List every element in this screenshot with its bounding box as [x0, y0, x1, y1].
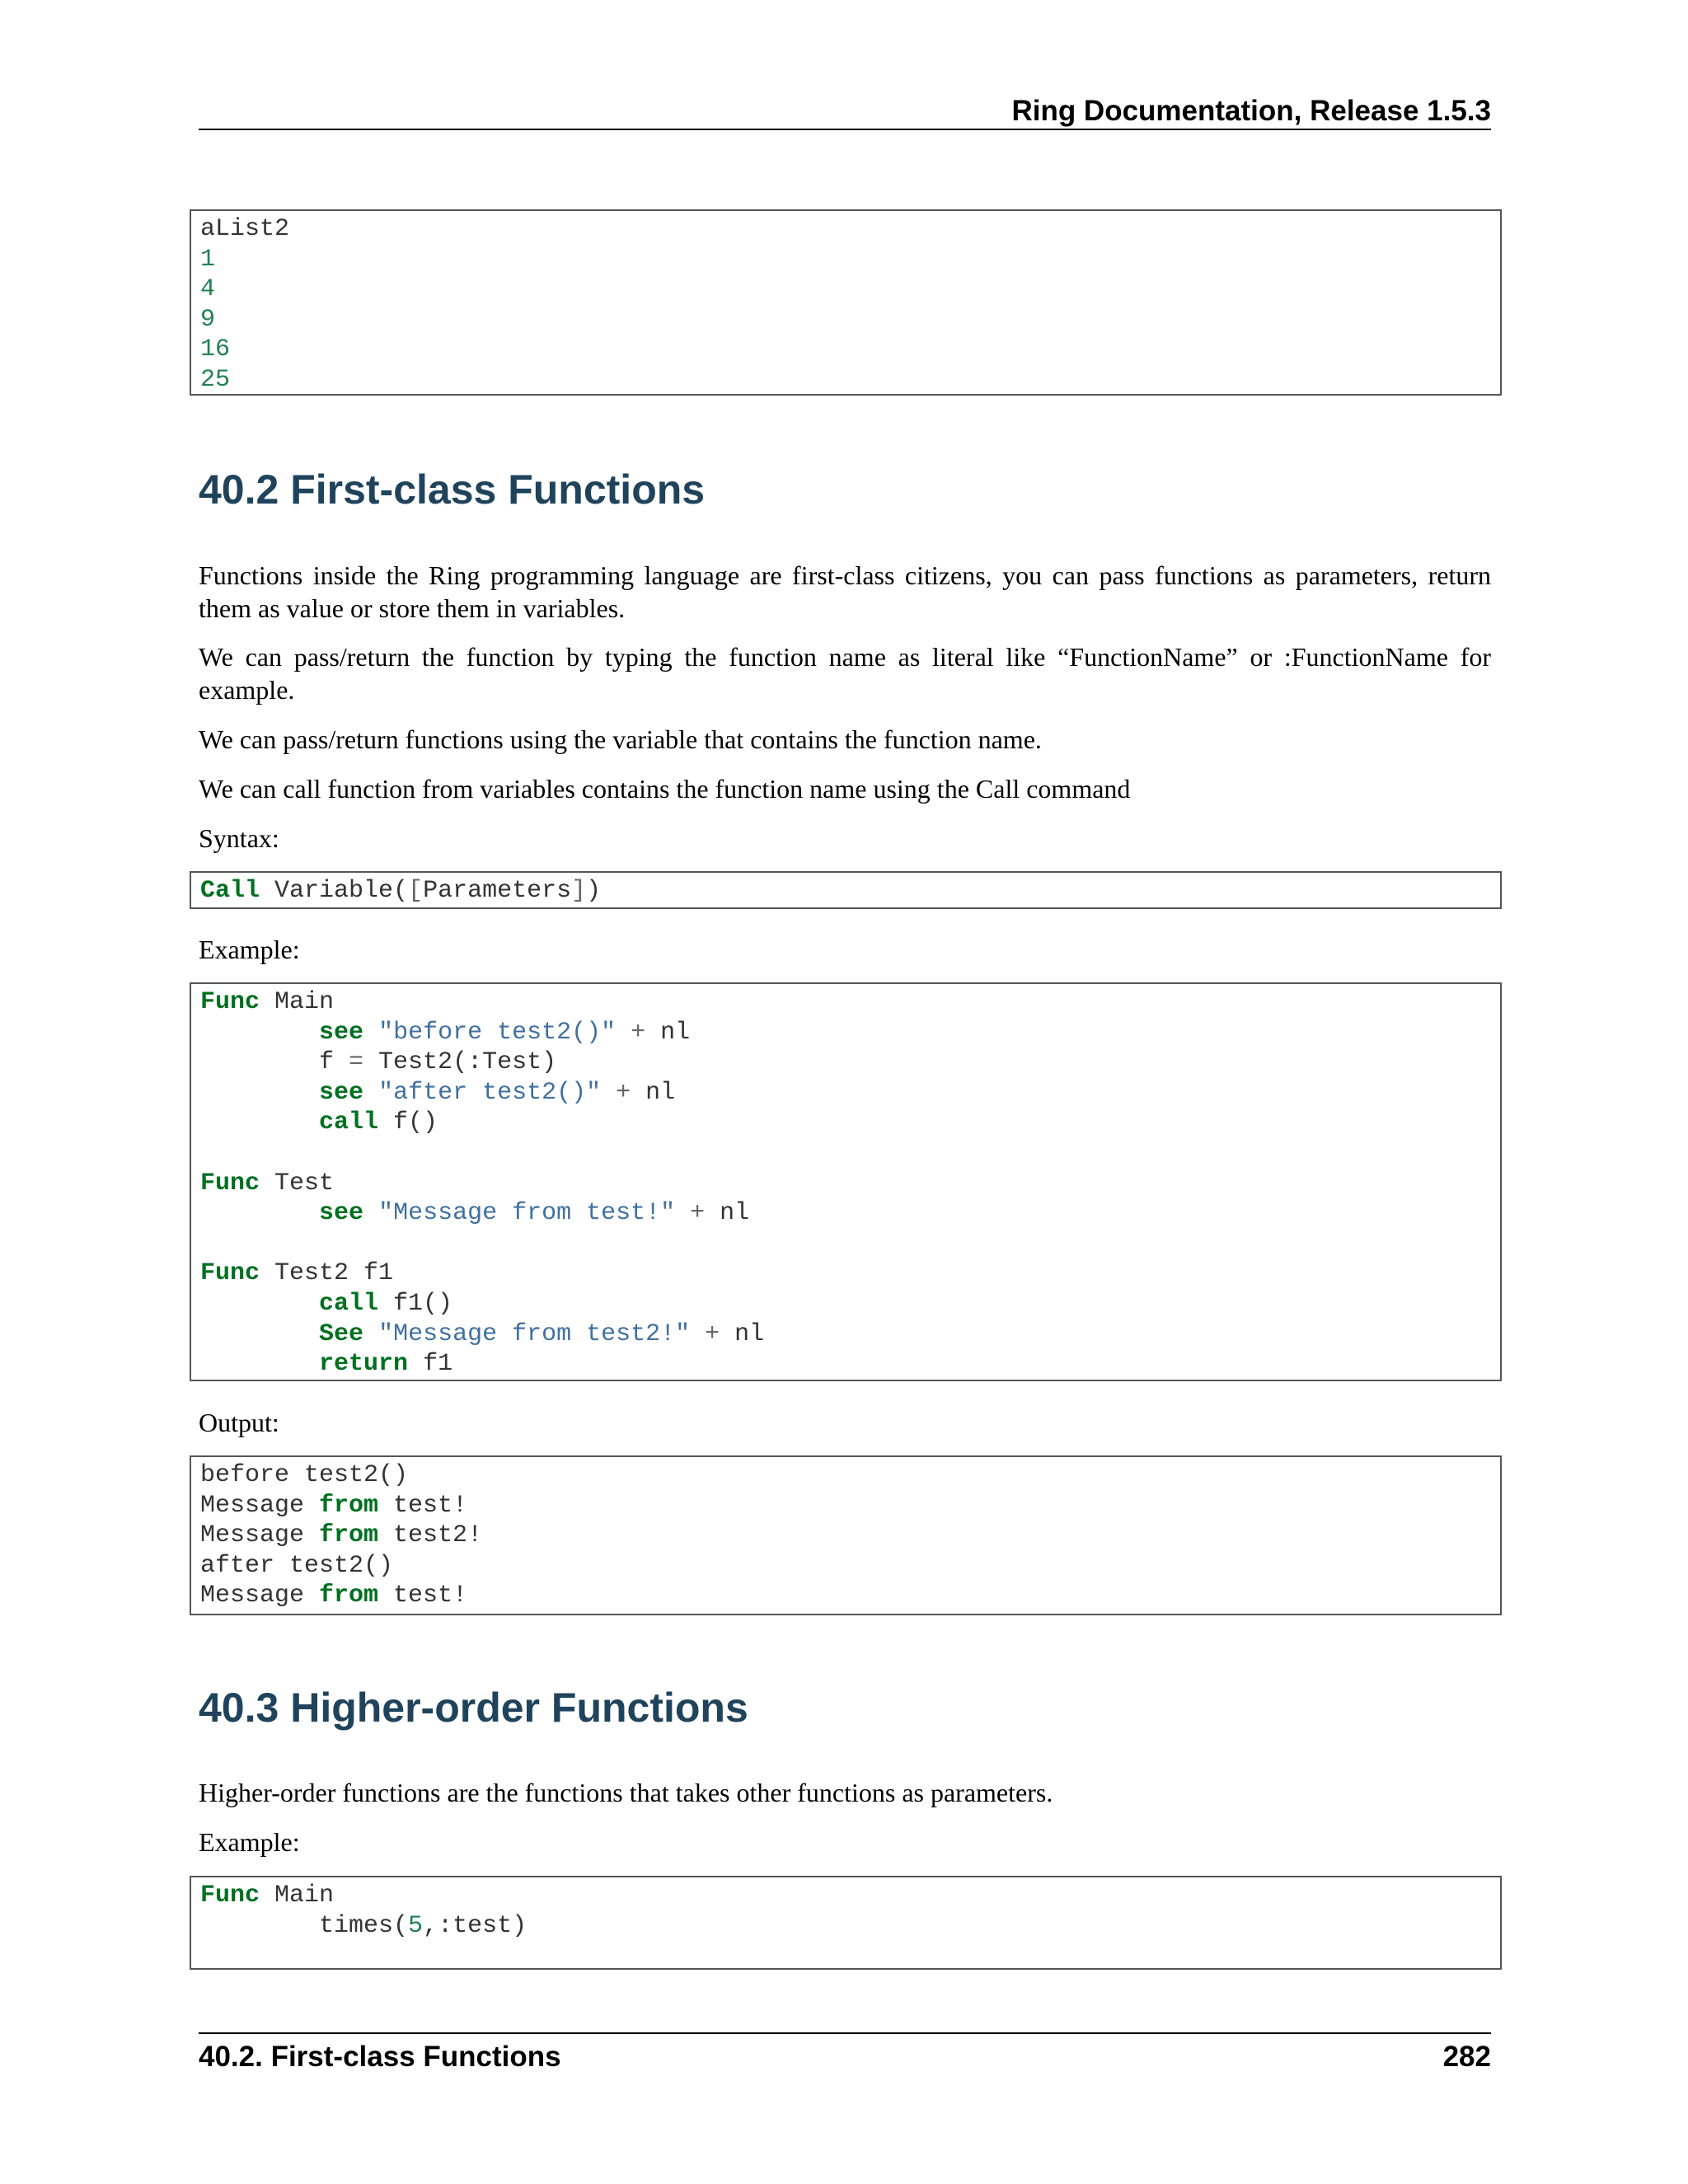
code-token: Call: [200, 877, 260, 905]
code-token: from: [319, 1491, 379, 1520]
code-line: [200, 1108, 1490, 1138]
label-syntax: Syntax:: [199, 823, 279, 853]
code-token: nl: [720, 1319, 765, 1348]
code-token: from: [319, 1582, 379, 1610]
code-token: f(): [378, 1108, 438, 1137]
code-token: "after test2()": [378, 1078, 602, 1107]
code-line: [200, 1319, 1490, 1350]
code-token: nl: [631, 1078, 676, 1107]
code-token: Message: [200, 1582, 320, 1610]
code-line: [200, 1521, 1490, 1551]
code-token: test2!: [378, 1521, 483, 1550]
code-token: Test2(:Test): [363, 1048, 557, 1077]
code-token: aList2: [200, 215, 290, 243]
code-token: call: [319, 1108, 379, 1137]
code-token: Message: [200, 1521, 320, 1550]
code-token: [601, 1079, 616, 1107]
code-line: [200, 1047, 1490, 1078]
paragraph-higher-order-intro: Higher-order functions are the functions that takes other functions as parameters.: [199, 1778, 1053, 1807]
code-line: [200, 305, 1490, 335]
code-token: f: [200, 1048, 349, 1077]
code-block-example-first-class: [190, 982, 1502, 1381]
code-line: [200, 1460, 1490, 1491]
code-token: Test: [260, 1169, 335, 1197]
code-token: +: [631, 1018, 646, 1047]
code-token: nl: [705, 1199, 750, 1228]
paragraph-first-class-intro: Functions inside the Ring programming language are first-class citizens, you can pass functions as parameters, return them as value or store them in variables.: [199, 560, 1491, 623]
code-token: [363, 1320, 378, 1348]
code-token: [: [408, 877, 424, 905]
code-token: [200, 1290, 319, 1318]
paragraph-call-command: We can call function from variables contains the function name using the Call command: [199, 774, 1131, 804]
footer-page-number: 282: [1442, 2041, 1491, 2073]
section-heading-higher-order-functions: 40.3 Higher-order Functions: [199, 1685, 748, 1731]
code-token: Main: [260, 1882, 335, 1910]
code-token: [363, 1199, 378, 1227]
code-token: Variable(: [260, 877, 409, 905]
code-token: "Message from test!": [378, 1199, 676, 1228]
code-token: see: [319, 1018, 364, 1047]
code-token: test!: [378, 1491, 468, 1520]
code-token: =: [349, 1048, 364, 1077]
label-example-1: Example:: [199, 935, 300, 964]
header-title: Ring Documentation, Release 1.5.3: [1011, 95, 1491, 127]
page-footer: [199, 2032, 1491, 2079]
code-line: [200, 876, 1490, 907]
code-line: [200, 1881, 1490, 1911]
code-token: Message: [200, 1491, 320, 1520]
code-token: [200, 1019, 319, 1047]
code-token: Func: [200, 1259, 260, 1288]
code-line: [200, 1169, 1490, 1199]
code-token: return: [319, 1350, 409, 1379]
code-token: [363, 1079, 378, 1107]
code-line: [200, 1289, 1490, 1319]
code-token: call: [319, 1289, 379, 1318]
code-token: Func: [200, 1882, 260, 1910]
code-line: [200, 987, 1490, 1018]
code-token: [675, 1199, 690, 1227]
code-token: [200, 1350, 319, 1378]
code-token: f1: [408, 1350, 453, 1379]
code-line: [200, 1229, 1490, 1259]
code-token: 9: [200, 305, 216, 334]
code-token: Func: [200, 1169, 260, 1197]
code-token: 4: [200, 275, 216, 304]
code-token: 25: [200, 365, 231, 394]
label-output: Output:: [199, 1408, 279, 1437]
code-token: [200, 1108, 319, 1137]
code-token: [363, 1019, 378, 1047]
code-token: ]: [571, 877, 587, 905]
code-token: +: [616, 1078, 631, 1107]
code-line: [200, 1491, 1490, 1521]
footer-section-title: 40.2. First-class Functions: [199, 2041, 561, 2073]
code-line: [200, 245, 1490, 275]
code-block-example-higher-order: [190, 1876, 1502, 1970]
code-token: f1(): [378, 1289, 453, 1318]
code-token: [200, 1320, 319, 1348]
code-token: [616, 1019, 631, 1047]
code-token: after test2(): [200, 1551, 394, 1580]
code-token: 16: [200, 335, 231, 364]
paragraph-pass-return-variable: We can pass/return functions using the variable that contains the function name.: [199, 724, 1042, 754]
code-line: [200, 214, 1490, 245]
code-block-alist-output: [190, 209, 1502, 396]
code-token: ,:test): [423, 1911, 528, 1940]
section-heading-first-class-functions: 40.2 First-class Functions: [199, 466, 706, 513]
code-token: Func: [200, 988, 260, 1016]
code-token: +: [705, 1319, 720, 1348]
code-line: [200, 365, 1490, 396]
code-token: Main: [260, 988, 335, 1016]
code-token: 5: [408, 1911, 424, 1940]
code-token: 1: [200, 245, 216, 274]
code-line: [200, 1911, 1490, 1942]
code-token: from: [319, 1521, 379, 1550]
code-token: "Message from test2!": [378, 1319, 691, 1348]
code-token: Test2 f1: [260, 1259, 394, 1288]
code-token: see: [319, 1078, 364, 1107]
code-token: See: [319, 1319, 364, 1348]
code-token: [690, 1320, 705, 1348]
code-token: see: [319, 1199, 364, 1228]
code-token: [200, 1079, 319, 1107]
code-block-syntax: [190, 871, 1502, 909]
code-token: nl: [645, 1018, 691, 1047]
page-header: [199, 92, 1491, 130]
code-line: [200, 1258, 1490, 1289]
code-line: [200, 335, 1490, 365]
code-line: [200, 1581, 1490, 1611]
code-block-output-first-class: [190, 1455, 1502, 1615]
code-line: [200, 1138, 1490, 1169]
code-token: ): [586, 877, 602, 905]
paragraph-pass-return-literal: We can pass/return the function by typing the function name as literal like “FunctionName” or :FunctionName for example.: [199, 642, 1491, 705]
code-line: [200, 1349, 1490, 1380]
code-token: times(: [200, 1911, 409, 1940]
code-line: [200, 1551, 1490, 1582]
code-token: +: [690, 1199, 706, 1228]
label-example-2: Example:: [199, 1827, 300, 1857]
code-token: [200, 1199, 319, 1227]
code-token: test!: [378, 1582, 468, 1610]
code-line: [200, 1018, 1490, 1048]
code-line: [200, 1078, 1490, 1108]
code-token: "before test2()": [378, 1018, 617, 1047]
code-token: before test2(): [200, 1461, 409, 1489]
code-token: Parameters: [423, 877, 572, 905]
code-line: [200, 1198, 1490, 1229]
code-line: [200, 274, 1490, 305]
